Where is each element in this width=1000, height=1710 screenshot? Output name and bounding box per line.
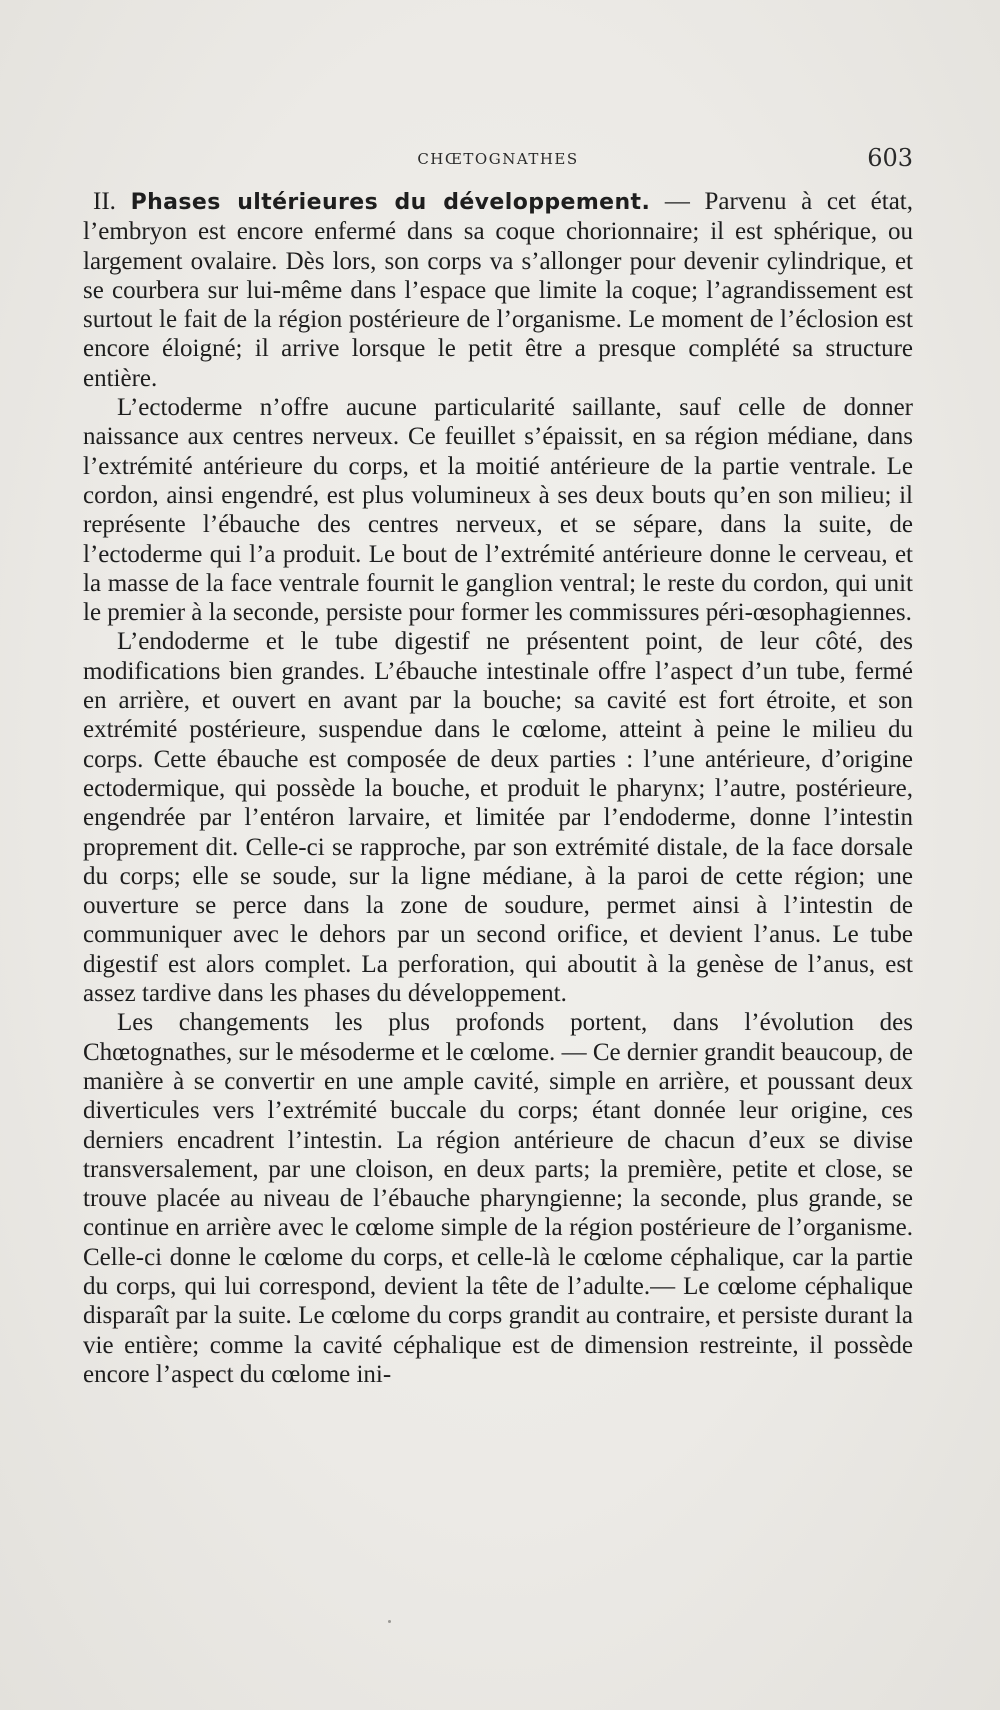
paragraph-1-text: — Parvenu à cet état, l’embryon est encore enfermé dans sa coque chorionnaire; il est sphérique, ou largement ovalaire. Dès lors, son corps va s’allonger pour devenir cylindrique, et se courbera sur lui-même dans l’espace que limite la coque; l’agrandissement est surtout le fait de la région postérieure de l’organisme. Le moment de l’éclosion est encore éloigné; il arrive lorsque le petit être a presque complété sa structure entière. [83,188,913,392]
running-head: CHŒTOGNATHES [417,150,579,168]
paragraph-2: L’ectoderme n’offre aucune particularité saillante, sauf celle de donner naissance aux centres nerveux. Ce feuillet s’épaissit, en sa région médiane, dans l’extrémité antérieure du corps, et la moitié antérieure de la partie ventrale. Le cordon, ainsi engendré, est plus volumineux à ses deux bouts qu’en son milieu; il représente l’ébauche des centres nerveux, et se sépare, dans la suite, de l’ectoderme qui l’a produit. Le bout de l’extrémité antérieure donne le cerveau, et la masse de la face ventrale fournit le ganglion ventral; le reste du cordon, qui unit le premier à la seconde, persiste pour former les commissures péri-œsophagiennes. [83,394,913,627]
section-number: II. [93,188,116,215]
paragraph-4: Les changements les plus profonds portent, dans l’évolution des Chœtognathes, sur le mésoderme et le cœlome. — Ce dernier grandit beaucoup, de manière à se convertir en une ample cavité, simple en arrière, et poussant deux diverticules vers l’extrémité buccale du corps; étant donnée leur origine, ces derniers encadrent l’intestin. La région antérieure de chacun d’eux se divise transversalement, par une cloison, en deux parts; la première, petite et close, se trouve placée au niveau de l’ébauche pharyngienne; la seconde, plus grande, se continue en arrière avec le cœlome simple de la région postérieure de l’organisme. Celle-ci donne le cœlome du corps, et celle-là le cœlome céphalique, car la partie du corps, qui lui correspond, devient la tête de l’adulte.— Le cœlome céphalique disparaît par la suite. Le cœlome du corps grandit au contraire, et persiste durant la vie entière; comme la cavité céphalique est de dimension restreinte, il possède encore l’aspect du cœlome ini- [83,1009,913,1388]
page-number: 603 [867,144,913,172]
paragraph-3: L’endoderme et le tube digestif ne présentent point, de leur côté, des modifications bien grandes. L’ébauche intestinale offre l’aspect d’un tube, fermé en arrière, et ouvert en avant par la bouche; sa cavité est fort étroite, et son extrémité postérieure, suspendue dans le cœlome, atteint à peine le milieu du corps. Cette ébauche est composée de deux parties : l’une antérieure, d’origine ectodermique, qui possède la bouche, et produit le pharynx; l’autre, postérieure, engendrée par l’entéron larvaire, et limitée par l’endoderme, donne l’intestin proprement dit. Celle-ci se rapproche, par son extrémité distale, de la face dorsale du corps; elle se soude, sur la ligne médiane, à la paroi de cette région; une ouverture se perce dans la zone de soudure, permet ainsi à l’intestin de communiquer avec le dehors par un second orifice, et devient l’anus. Le tube digestif est alors complet. La perforation, qui aboutit à la genèse de l’anus, est assez tardive dans les phases du développement. [83,628,913,1008]
body-text [83,187,913,1389]
section-heading: Phases ultérieures du développement. [130,190,651,215]
paragraph-1 [83,187,913,393]
page-header [83,144,913,174]
paper-speck [388,1620,391,1623]
